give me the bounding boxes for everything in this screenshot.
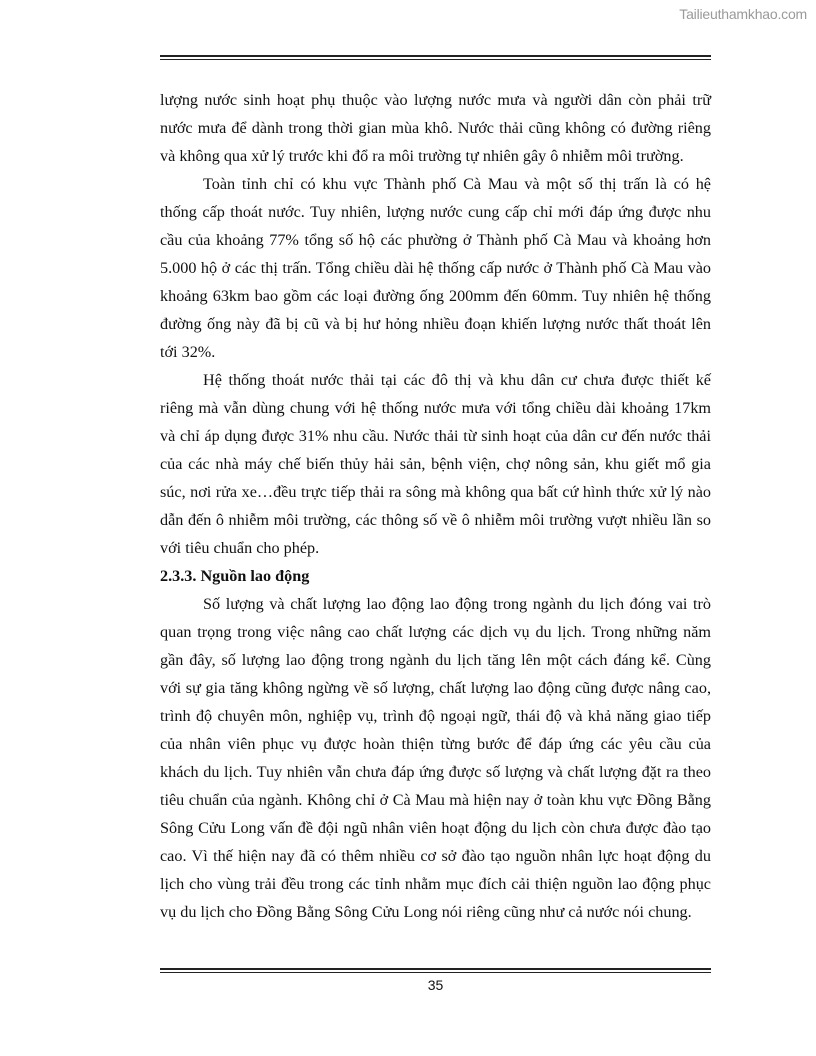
body-line: gần đây, số lượng lao động trong ngành du lịch tăng lên một cách đáng kể. Cùng [160, 651, 711, 669]
page-number: 35 [427, 977, 444, 993]
body-line: 5.000 hộ ở các thị trấn. Tổng chiều dài hệ thống cấp nước ở Thành phố Cà Mau vào [160, 259, 711, 277]
watermark: Tailieuthamkhao.com [679, 6, 807, 22]
section-heading: 2.3.3. Nguồn lao động [160, 567, 310, 585]
body-line: vụ du lịch cho Đồng Bằng Sông Cửu Long nói riêng cũng như cả nước nói chung. [160, 903, 692, 921]
body-line: riêng mà vẫn dùng chung với hệ thống nước mưa với tổng chiều dài khoảng 17km [160, 399, 711, 417]
body-line: quan trọng trong việc nâng cao chất lượng các dịch vụ du lịch. Trong những năm [160, 623, 711, 641]
body-line: thống cấp thoát nước. Tuy nhiên, lượng nước cung cấp chỉ mới đáp ứng được nhu [160, 203, 711, 221]
body-line: đường ống này đã bị cũ và bị hư hỏng nhiều đoạn khiến lượng nước thất thoát lên [160, 315, 711, 333]
body-line: khách du lịch. Tuy nhiên vẫn chưa đáp ứng được số lượng và chất lượng đặt ra theo [160, 763, 711, 781]
body-line: Sông Cửu Long vấn đề đội ngũ nhân viên hoạt động du lịch còn chưa được đào tạo [160, 819, 711, 837]
body-line: dẫn đến ô nhiễm môi trường, các thông số về ô nhiễm môi trường vượt nhiều lần so [160, 511, 711, 529]
body-line: nước mưa để dành trong thời gian mùa khô. Nước thải cũng không có đường riêng [160, 119, 711, 137]
page-body [160, 86, 711, 926]
body-line: của các nhà máy chế biến thủy hải sản, bệnh viện, chợ nông sản, khu giết mổ gia [160, 455, 711, 473]
body-line: trình độ chuyên môn, nghiệp vụ, trình độ ngoại ngữ, thái độ và khả năng giao tiếp [160, 707, 711, 725]
body-line: cầu của khoảng 77% tổng số hộ các phường ở Thành phố Cà Mau và khoảng hơn [160, 231, 711, 249]
body-line: và không qua xử lý trước khi đổ ra môi trường tự nhiên gây ô nhiễm môi trường. [160, 147, 684, 165]
body-line: tiêu chuẩn của ngành. Không chỉ ở Cà Mau mà hiện nay ở toàn khu vực Đồng Bằng [160, 791, 711, 809]
body-line: cao. Vì thế hiện nay đã có thêm nhiều cơ sở đào tạo nguồn nhân lực hoạt động du [160, 847, 711, 865]
body-line: Số lượng và chất lượng lao động lao động trong ngành du lịch đóng vai trò [203, 595, 711, 613]
body-line: và chỉ áp dụng được 31% nhu cầu. Nước thải từ sinh hoạt của dân cư đến nước thải [160, 427, 711, 445]
body-line: với sự gia tăng không ngừng về số lượng, chất lượng lao động cũng được nâng cao, [160, 679, 711, 697]
body-line: lịch cho vùng trải đều trong các tỉnh nhằm mục đích cải thiện nguồn lao động phục [160, 875, 711, 893]
body-line: tới 32%. [160, 343, 216, 361]
body-line: khoảng 63km bao gồm các loại đường ống 200mm đến 60mm. Tuy nhiên hệ thống [160, 287, 711, 305]
body-line: Toàn tỉnh chỉ có khu vực Thành phố Cà Mau và một số thị trấn là có hệ [203, 175, 711, 193]
body-line: súc, nơi rửa xe…đều trực tiếp thải ra sông mà không qua bất cứ hình thức xử lý nào [160, 483, 711, 501]
footer-rule [160, 968, 711, 973]
body-line: với tiêu chuẩn cho phép. [160, 539, 320, 557]
header-rule [160, 55, 711, 60]
body-line: của nhân viên phục vụ được hoàn thiện từng bước để đáp ứng các yêu cầu của [160, 735, 711, 753]
body-line: lượng nước sinh hoạt phụ thuộc vào lượng nước mưa và người dân còn phải trữ [160, 91, 711, 109]
body-line: Hệ thống thoát nước thải tại các đô thị và khu dân cư chưa được thiết kế [203, 371, 711, 389]
